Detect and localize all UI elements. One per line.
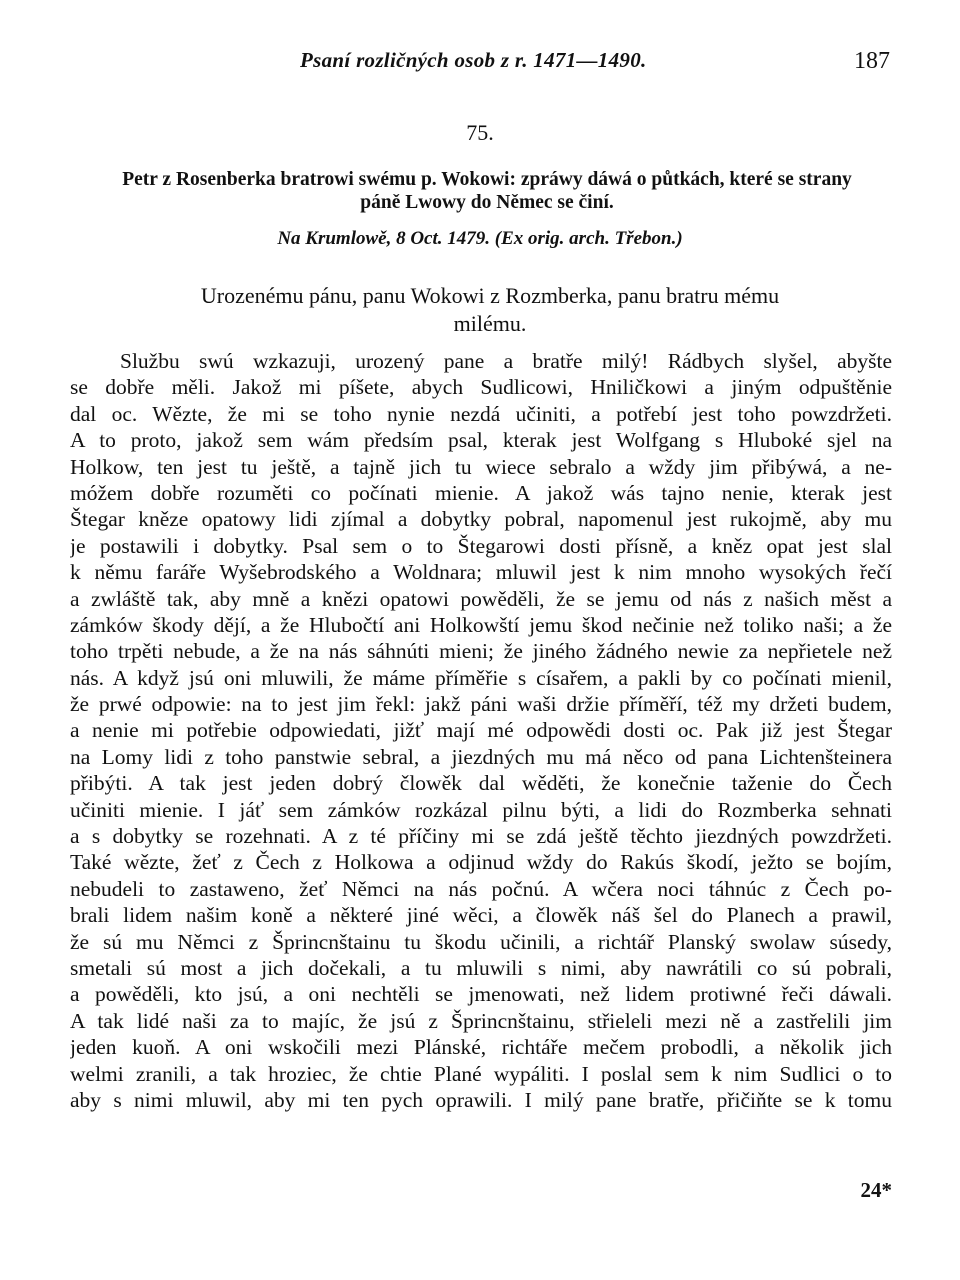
summary-line: páně Lwowy do Němec se činí. xyxy=(360,192,614,213)
body-line: že sú mu Němci z Šprincnštainu tu škodu učinili, a richtář Planský swolaw súsedy, xyxy=(70,929,892,954)
body-line: a nenie mi potřebie odpowiedati, jižť mají mé odpowědi dosti oc. Pak již jest Štegar xyxy=(70,718,892,743)
running-head xyxy=(70,48,890,78)
body-line: učiniti mienie. I jáť sem zámków rozkázal pilnu býti, a lidi do Rozmberka sehnati xyxy=(70,797,892,822)
body-line: A to proto, jakož sem wám předsím psal, kterak jest Wolfgang s Hluboké sjel na xyxy=(70,428,892,453)
body-line: zámków škody dějí, a že Hlubočtí ani Holkowští jemu škod nečinie než toliko naši; a že xyxy=(70,612,892,637)
body-line: aby s nimi mluwil, aby mi ten pych oprawili. I milý pane bratře, přičiňte se k tomu xyxy=(70,1087,892,1112)
body-line: welmi zranili, a tak hroziec, že chtie Plané wypáliti. I poslal sem k nim Sudlici o to xyxy=(70,1061,892,1086)
letter-address xyxy=(100,282,880,338)
body-line: toho trpěti nebude, a že na nás sáhnúti mieni; že jiného žádného newie za nepřietele než xyxy=(70,639,892,664)
body-line: je postawili i dobytky. Psal sem o to Štegarowi dosti přísně, a kněz opat jest slal xyxy=(70,533,892,558)
body-line: k němu faráře Wyšebrodského a Woldnara; mluwil jest k nim mnoho wysokých řečí xyxy=(70,560,892,585)
body-line: na Lomy lidi z toho panstwie sebral, a jiezdných mu má něco od pana Lichtenšteinera xyxy=(70,744,892,769)
address-line: milému. xyxy=(453,311,527,336)
body-line: dal oc. Wězte, že mi se toho nynie nezdá učiniti, a potřebí jest toho powzdržeti. xyxy=(70,401,892,426)
body-line: a zwláště tak, aby mně a knězi opatowi powěděli, že se jemu od nás z našich měst a xyxy=(70,586,892,611)
body-line: a s dobytky se rozehnati. A z té příčiny mi se zdá ještě těchto jiezdných powzdržeti. xyxy=(70,824,892,849)
body-line: brali lidem našim koně a některé jiné wěci, a člowěk náš šel do Planech a prawil, xyxy=(70,903,892,928)
place-date: Na Krumlowě, 8 Oct. 1479. (Ex orig. arch. Třebon.) xyxy=(277,228,683,249)
body-line: přibýti. A tak jest jeden dobrý člowěk dal wěděti, že konečnie taženie do Čech xyxy=(70,771,892,796)
body-line: Také wězte, žeť z Čech z Holkowa a odjinud wždy do Rakús škodí, ježto se bojím, xyxy=(70,850,892,875)
document-number: 75. xyxy=(466,120,494,145)
body-line: Štegar kněze opatowy lidi zjímal a dobytky pobral, napomenul jest rukojmě, aby mu xyxy=(70,507,892,532)
body-line: Holkow, ten jest tu ještě, a tajně jich tu wiece sebralo a wždy jim přibýwá, a ne- xyxy=(70,454,892,479)
address-line: Urozenému pánu, panu Wokowi z Rozmberka, panu bratru mému xyxy=(200,283,780,308)
body-line: a powěděli, kto jsú, a oni nechtěli se jmenowati, než lidem protiwné řeči dáwali. xyxy=(70,982,892,1007)
body-line: nás. A když jsú oni mluwili, že máme příměřie s císařem, a pakli by co počínati mienil, xyxy=(70,665,892,690)
body-line: A tak lidé naši za to majíc, že jsú z Šprincnštainu, střieleli mezi ně a zastřelili jim xyxy=(70,1008,892,1033)
letter-body xyxy=(70,348,892,1113)
body-line: smetali sú most a jich dočekali, a tu mluwili s nimi, aby nawrátili co sú pobrali, xyxy=(70,955,892,980)
body-line: se dobře měli. Jakož mi píšete, abych Sudlicowi, Hniličkowi a jiným odpuštěnie xyxy=(70,375,892,400)
body-line: že prwé odpowie: na to jest jim řekl: jakž páni waši držie příměří, též my držeti budem, xyxy=(70,692,892,717)
body-line: jeden kuoň. A oni wskočili mezi Plánské, richtáře mečem probodli, a několik jich xyxy=(70,1035,892,1060)
document-summary xyxy=(92,168,882,214)
summary-line: Petr z Rosenberka bratrowi swému p. Wokowi: zpráwy dáwá o půtkách, které se strany xyxy=(122,169,852,190)
signature-mark: 24* xyxy=(860,1178,892,1202)
page-number: 187 xyxy=(854,48,890,74)
running-title: Psaní rozličných osob z r. 1471—1490. xyxy=(300,48,647,72)
body-line: nebudeli to zastaweno, žeť Němci na nás počnú. A wčera noci táhnúc z Čech po- xyxy=(70,876,892,901)
body-line: móžem dobře rozuměti co počínati mienie. A jakož wás tajno nenie, kterak jest xyxy=(70,480,892,505)
body-line: Službu swú wzkazuji, urozený pane a bratře milý! Rádbych slyšel, abyšte xyxy=(120,349,892,373)
